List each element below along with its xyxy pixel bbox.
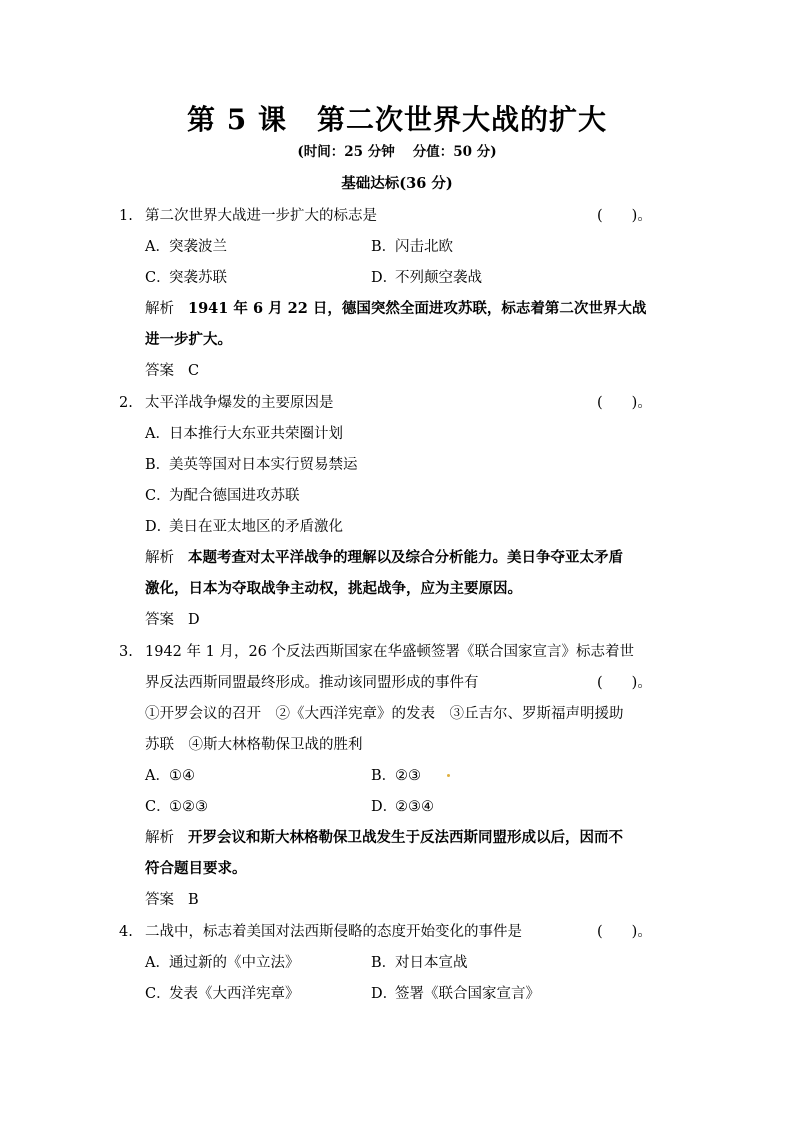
- question-3-stem-line: ①开罗会议的召开 ②《大西洋宪章》的发表 ③丘吉尔、罗斯福声明援助: [145, 706, 624, 722]
- option-b: B．②③: [371, 768, 421, 784]
- option-c: C．①②③: [145, 799, 208, 815]
- answer: 答案 B: [145, 892, 199, 908]
- analysis-line: 符合题目要求。: [145, 860, 247, 877]
- analysis: 解析 1941 年 6 月 22 日，德国突然全面进攻苏联，标志着第二次世界大战: [145, 300, 647, 317]
- analysis-line: 进一步扩大。: [145, 331, 232, 348]
- option-c: C．为配合德国进攻苏联: [145, 488, 300, 504]
- question-3-stem-line: 界反法西斯同盟最终形成。推动该同盟形成的事件有: [145, 675, 479, 691]
- answer-blank: ( )。: [597, 395, 652, 411]
- option-a: A．日本推行大东亚共荣圈计划: [145, 426, 343, 442]
- time-score-info: [0, 140, 794, 160]
- question-4-stem: 4. 二战中，标志着美国对法西斯侵略的态度开始变化的事件是: [119, 924, 522, 940]
- answer: 答案 D: [145, 612, 200, 628]
- answer: 答案 C: [145, 363, 200, 379]
- page-title: [0, 98, 794, 138]
- question-1-stem: 1. 第二次世界大战进一步扩大的标志是: [119, 208, 377, 224]
- option-b: B．美英等国对日本实行贸易禁运: [145, 457, 358, 473]
- stray-mark: [447, 774, 450, 777]
- answer-blank: ( )。: [597, 924, 652, 940]
- question-2-stem: 2. 太平洋战争爆发的主要原因是: [119, 395, 334, 411]
- option-d: D．美日在亚太地区的矛盾激化: [145, 519, 343, 535]
- option-d: D．②③④: [371, 799, 434, 815]
- analysis: 解析 本题考查对太平洋战争的理解以及综合分析能力。美日争夺亚太矛盾: [145, 549, 623, 566]
- time-info: (时间：25 分钟: [297, 144, 395, 160]
- option-c: C．突袭苏联: [145, 270, 227, 286]
- question-3-stem-line: 苏联 ④斯大林格勒保卫战的胜利: [145, 737, 363, 753]
- option-d: D．签署《联合国家宣言》: [371, 986, 540, 1002]
- score-info: 分值：50 分): [412, 144, 497, 160]
- section-heading: 基础达标(36 分): [341, 175, 453, 192]
- answer-blank: ( )。: [597, 208, 652, 224]
- option-b: B．闪击北欧: [371, 239, 453, 255]
- option-c: C．发表《大西洋宪章》: [145, 986, 300, 1002]
- option-a: A．通过新的《中立法》: [145, 955, 300, 971]
- analysis: 解析 开罗会议和斯大林格勒保卫战发生于反法西斯同盟形成以后，因而不: [145, 829, 623, 846]
- option-a: A．①④: [145, 768, 195, 784]
- option-b: B．对日本宣战: [371, 955, 468, 971]
- lesson-number: 第 5 课: [187, 103, 287, 136]
- answer-blank: ( )。: [597, 675, 652, 691]
- analysis-line: 激化，日本为夺取战争主动权，挑起战争，应为主要原因。: [145, 580, 522, 597]
- option-d: D．不列颠空袭战: [371, 270, 482, 286]
- lesson-title: 第二次世界大战的扩大: [316, 103, 607, 136]
- option-a: A．突袭波兰: [145, 239, 227, 255]
- question-3-stem: 3. 1942 年 1 月，26 个反法西斯国家在华盛顿签署《联合国家宣言》标志着世: [119, 644, 635, 660]
